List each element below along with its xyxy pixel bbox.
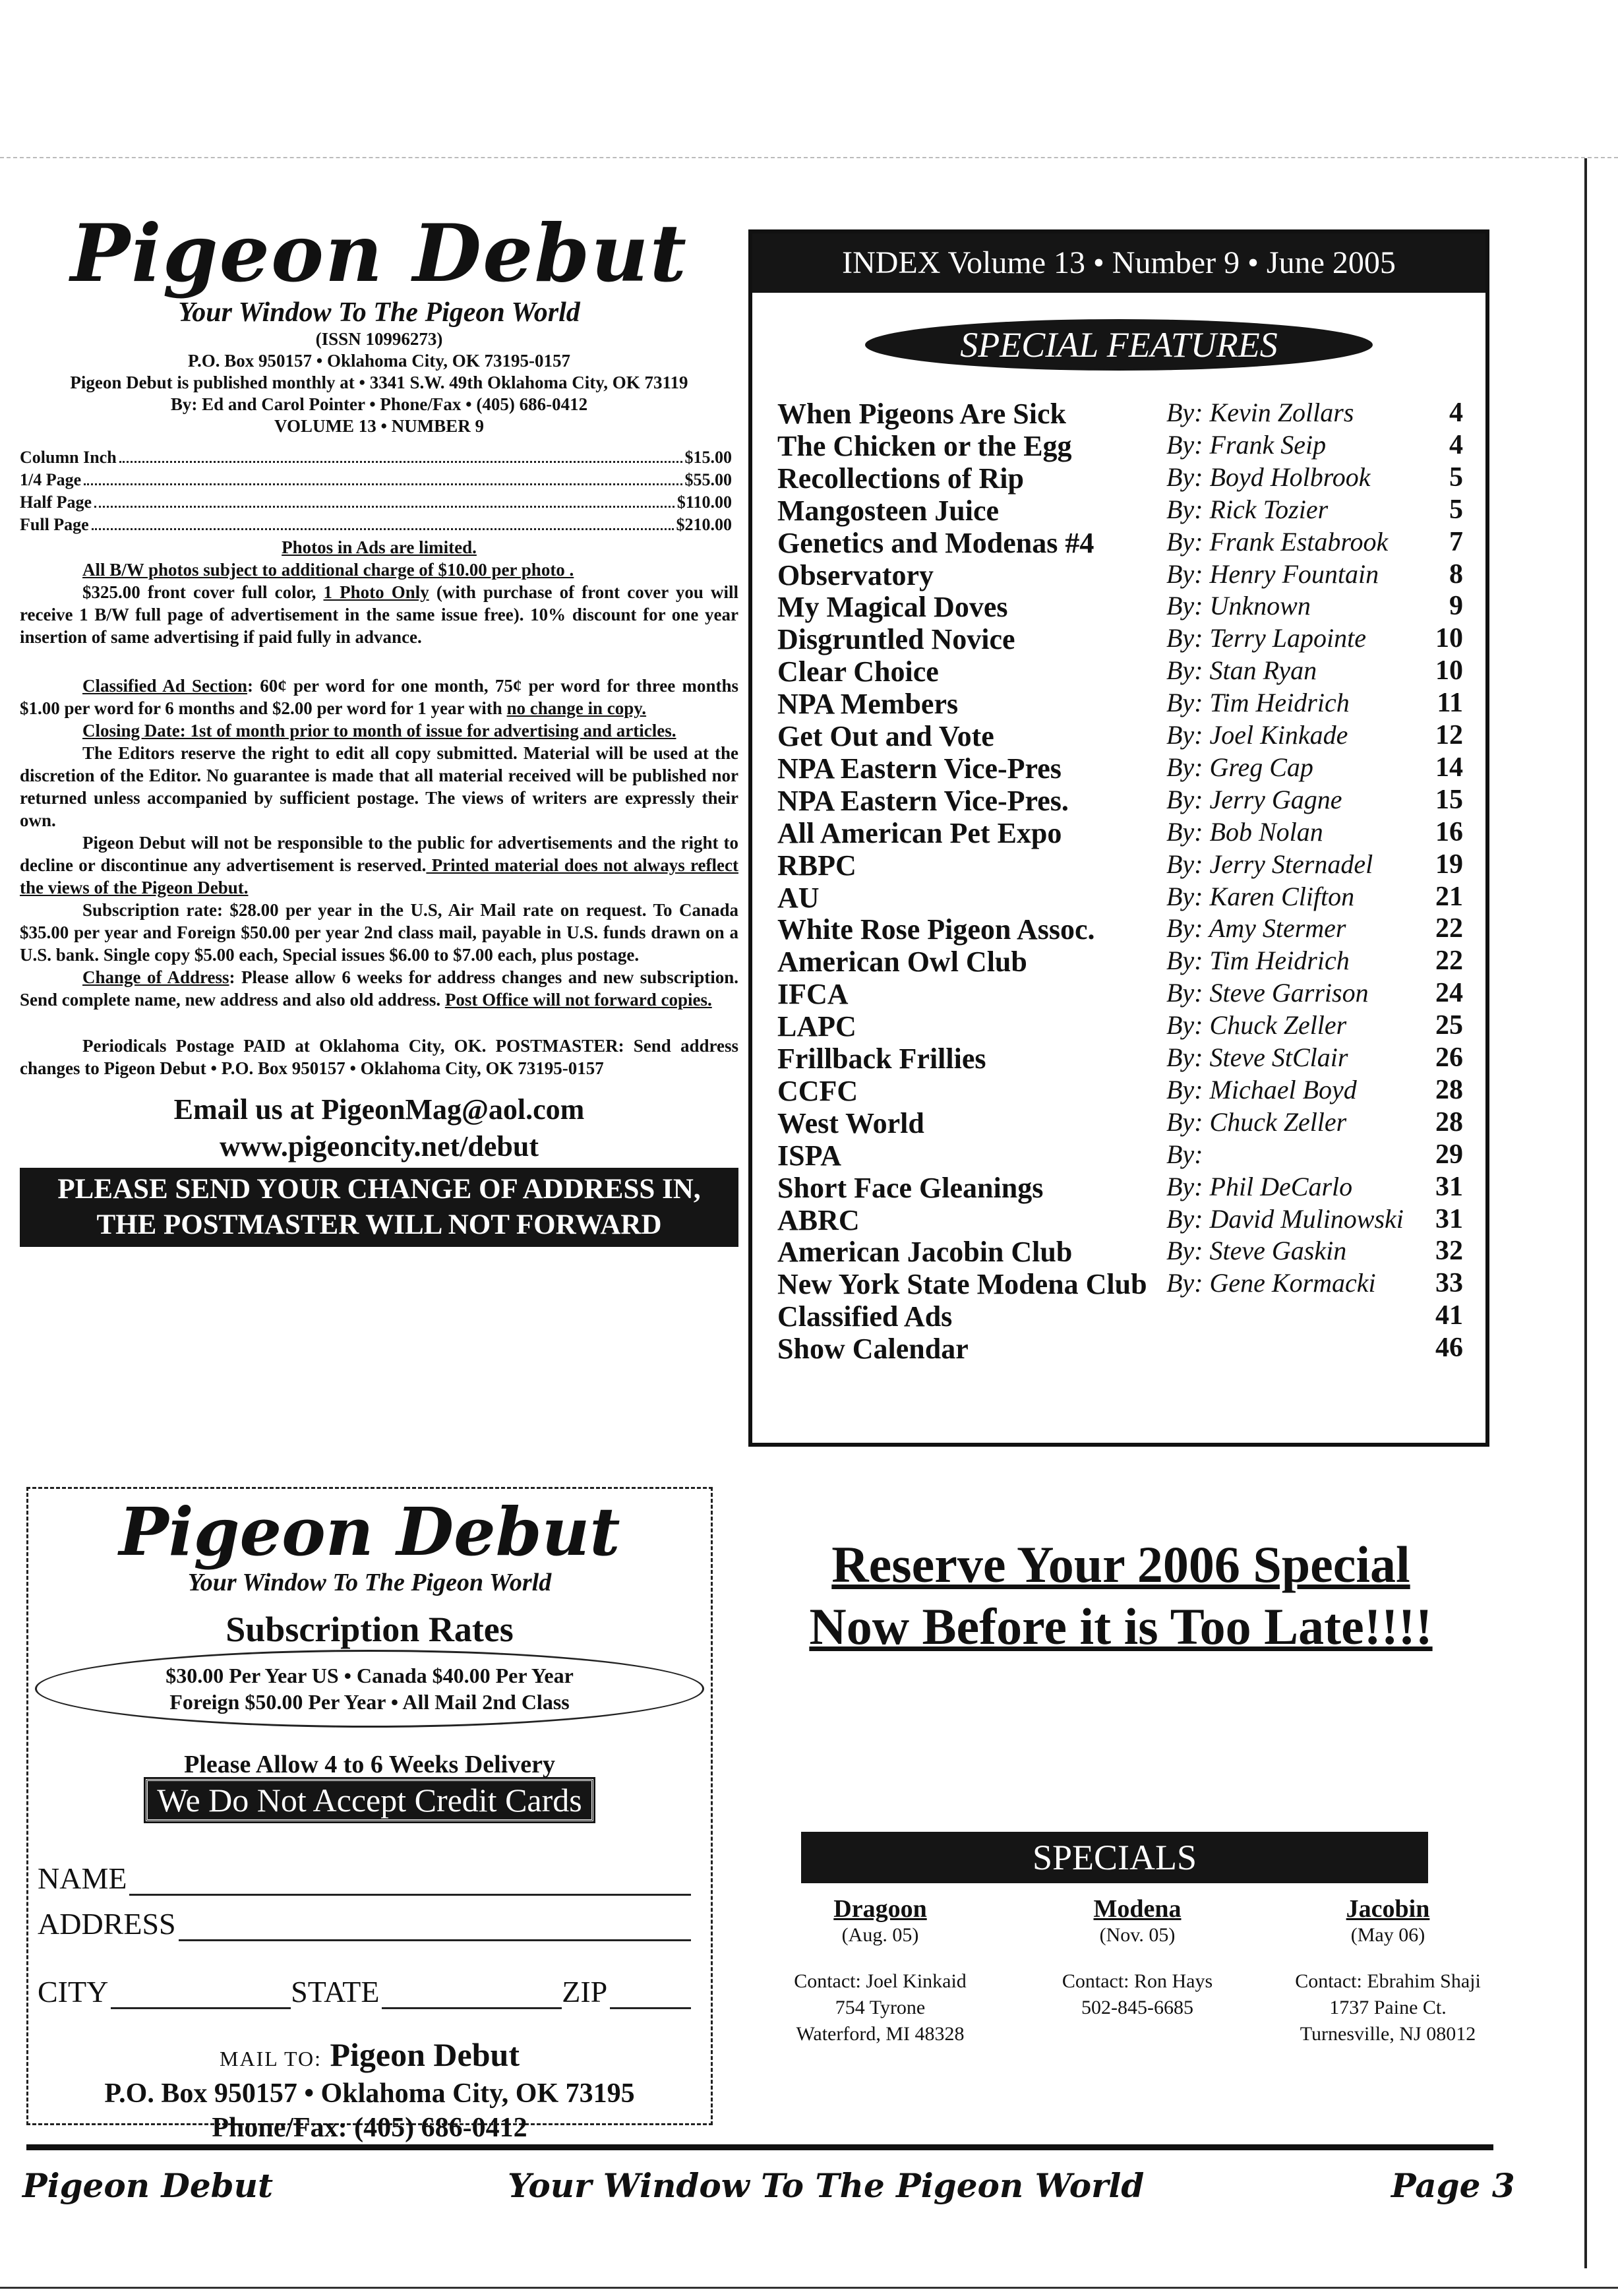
rate-label: 1/4 Page	[20, 470, 82, 489]
ad-rates-table	[20, 446, 732, 536]
index-entry-author: By: Karen Clifton	[1166, 881, 1355, 911]
index-entry-title: Show Calendar	[777, 1333, 969, 1366]
publication-info: Pigeon Debut is published monthly at • 3341 S.W. 49th Oklahoma City, OK 73119	[70, 373, 688, 392]
index-entry-author: By: Stan Ryan	[1166, 655, 1317, 686]
index-entry-title: All American Pet Expo	[777, 816, 1062, 849]
cover-text-2: (with purchase of front cover you will receive 1 B/W full page of advertisement in the same issue free). 10% discount for one year insertion of same advertising if paid fully in advance.	[20, 582, 738, 647]
index-entry	[777, 397, 1463, 429]
special-contact: Contact: Ebrahim Shaji	[1295, 1970, 1481, 1992]
index-entry-page: 46	[1435, 1333, 1463, 1364]
index-entry-title: Observatory	[777, 559, 934, 591]
reserve-line-2: Now Before it is Too Late!!!!	[809, 1598, 1433, 1655]
index-entry	[777, 945, 1463, 977]
index-entry-author: By:	[1166, 1139, 1203, 1169]
index-entry-author: By: Jerry Sternadel	[1166, 849, 1373, 879]
city-state-zip-field[interactable]	[38, 1974, 691, 2009]
special-contact: Contact: Joel Kinkaid	[794, 1970, 967, 1992]
volume-line: VOLUME 13 • NUMBER 9	[274, 416, 484, 436]
change-text: : Please allow 6 weeks for address changes and new subscription. Send complete name, new address and also old address.	[20, 967, 738, 1010]
index-entry-title: West World	[777, 1106, 924, 1139]
form-tagline: Your Window To The Pigeon World	[187, 1569, 552, 1596]
index-entry	[777, 1106, 1463, 1139]
index-entry	[777, 1235, 1463, 1267]
subscription-rate-note: Subscription rate: $28.00 per year in the U.S, Air Mail rate on request. To Canada $35.00 per year and Foreign $50.00 per year 2nd class mail, payable in U.S. funds drawn on a U.S. bank. Single copy $5.00 each, Special issues $6.00 to $7.00 each, plus postage.	[20, 900, 738, 965]
index-entry-page: 31	[1435, 1203, 1463, 1234]
change-label: Change of Address	[82, 967, 229, 987]
no-credit-wrap	[28, 1779, 711, 1821]
index-entry	[777, 913, 1463, 945]
index-entry-page: 11	[1437, 688, 1463, 719]
index-entry	[777, 1267, 1463, 1300]
index-entry-title: Recollections of Rip	[777, 462, 1024, 495]
special-name: Dragoon	[833, 1895, 927, 1923]
index-entry-title: Genetics and Modenas #4	[777, 526, 1094, 559]
index-header: INDEX Volume 13 • Number 9 • June 2005	[752, 233, 1485, 293]
rates-line-2: Foreign $50.00 Per Year • All Mail 2nd Class	[169, 1690, 570, 1714]
index-entry	[777, 977, 1463, 1010]
state-label: STATE	[291, 1975, 380, 2009]
editors-note: The Editors reserve the right to edit all copy submitted. Material will be used at the discretion of the Editor. No guarantee is made that all material received will be published nor returned unless accompanied by sufficient postage. The views of writers are expressly their own.	[20, 743, 738, 830]
index-entry-page: 21	[1435, 881, 1463, 912]
delivery-note: Please Allow 4 to 6 Weeks Delivery	[184, 1751, 555, 1778]
periodicals-note: Periodicals Postage PAID at Oklahoma City, OK. POSTMASTER: Send address changes to Pigeon Debut • P.O. Box 950157 • Oklahoma City, OK 73195-0157	[20, 1036, 738, 1078]
leader-dots	[119, 446, 682, 463]
leader-dots	[94, 491, 674, 508]
index-entry-author: By: Michael Boyd	[1166, 1074, 1357, 1104]
masthead-logo: Pigeon Debut	[70, 207, 688, 300]
index-entry-title: NPA Eastern Vice-Pres.	[777, 784, 1069, 817]
special-address-1: 502-845-6685	[1081, 1997, 1193, 2018]
index-entry-author: By: Frank Estabrook	[1166, 526, 1389, 557]
photo-charge-note: All B/W photos subject to additional charge of $10.00 per photo .	[82, 560, 574, 580]
index-entry	[777, 1074, 1463, 1106]
leader-dots	[84, 469, 682, 485]
footer-page-number: Page 3	[1391, 2166, 1515, 2205]
reserve-line-1: Reserve Your 2006 Special	[831, 1536, 1410, 1593]
special-date: (May 06)	[1350, 1924, 1425, 1946]
footer-publication-name: Pigeon Debut	[22, 2166, 274, 2205]
index-entry-author: By: Greg Cap	[1166, 752, 1313, 782]
closing-date: Closing Date: 1st of month prior to month of issue for advertising and articles.	[82, 721, 676, 740]
index-entry	[777, 752, 1463, 784]
footer-tagline: Your Window To The Pigeon World	[508, 2166, 1145, 2205]
name-label: NAME	[38, 1861, 127, 1895]
index-entry-author: By: Amy Stermer	[1166, 913, 1346, 944]
index-entry-page: 26	[1435, 1042, 1463, 1073]
index-entry	[777, 526, 1463, 559]
ad-rate-row	[20, 514, 732, 536]
form-logo: Pigeon Debut	[119, 1493, 620, 1571]
index-entry-page: 33	[1435, 1268, 1463, 1299]
rates-line-1: $30.00 Per Year US • Canada $40.00 Per Year	[165, 1664, 574, 1687]
city-label: CITY	[38, 1975, 109, 2009]
index-entry-page: 24	[1435, 978, 1463, 1009]
index-entry	[777, 1042, 1463, 1074]
cover-emphasis: 1 Photo Only	[323, 582, 429, 602]
index-entry-title: Classified Ads	[777, 1300, 953, 1333]
index-entry-page: 22	[1435, 913, 1463, 944]
index-box	[748, 229, 1489, 1447]
address-label: ADDRESS	[38, 1907, 176, 1941]
index-entry-title: IFCA	[777, 978, 849, 1011]
index-entry-title: New York State Modena Club	[777, 1268, 1147, 1301]
form-phone: Phone/Fax: (405) 686-0412	[212, 2113, 527, 2143]
form-address: P.O. Box 950157 • Oklahoma City, OK 73195	[104, 2078, 635, 2109]
index-entry-title: American Owl Club	[777, 946, 1027, 979]
ad-rate-row	[20, 446, 732, 469]
index-entry-page: 19	[1435, 849, 1463, 880]
index-entry-author: By: Tim Heidrich	[1166, 688, 1350, 718]
index-entry-title: LAPC	[777, 1010, 856, 1043]
index-entry-title: Mangosteen Juice	[777, 494, 1000, 527]
index-entry-title: RBPC	[777, 849, 856, 882]
ad-rate-row	[20, 491, 732, 514]
special-name: Jacobin	[1346, 1895, 1430, 1923]
index-entry	[777, 719, 1463, 752]
index-entry-author: By: Unknown	[1166, 591, 1311, 621]
special-item-modena	[1019, 1896, 1256, 2021]
website-line: www.pigeoncity.net/debut	[219, 1130, 539, 1163]
index-entry-title: NPA Members	[777, 688, 959, 721]
rate-price: $210.00	[676, 515, 732, 534]
responsibility-text: Pigeon Debut will not be responsible to the public for advertisements and the right to decline or discontinue any advertisement is reserved.	[20, 833, 738, 875]
index-entry-page: 5	[1449, 494, 1463, 525]
cover-text: $325.00 front cover full color,	[82, 582, 324, 602]
index-entry-author: By: Chuck Zeller	[1166, 1106, 1347, 1137]
index-entry-author: By: Chuck Zeller	[1166, 1010, 1347, 1041]
banner-line-1: PLEASE SEND YOUR CHANGE OF ADDRESS IN,	[57, 1174, 701, 1205]
mail-to-line	[28, 2036, 711, 2074]
index-entry-page: 5	[1449, 462, 1463, 493]
special-address-1: 754 Tyrone	[835, 1997, 926, 2018]
index-entry	[777, 1171, 1463, 1203]
classified-emphasis: no change in copy.	[506, 698, 647, 718]
change-address-banner	[20, 1168, 738, 1247]
index-entry-page: 22	[1435, 946, 1463, 977]
index-entry-author: By: Jerry Gagne	[1166, 784, 1342, 814]
masthead-column	[20, 207, 738, 1247]
index-entry-title: NPA Eastern Vice-Pres	[777, 752, 1062, 785]
ad-rate-row	[20, 469, 732, 491]
index-entry-page: 4	[1449, 429, 1463, 460]
index-entry-title: White Rose Pigeon Assoc.	[777, 913, 1095, 946]
rate-price: $55.00	[684, 470, 732, 489]
index-entry-author: By: Steve Gaskin	[1166, 1236, 1347, 1266]
index-entry-page: 14	[1435, 752, 1463, 783]
rates-oval	[35, 1650, 704, 1728]
special-address-2: Turnesville, NJ 08012	[1300, 2023, 1476, 2045]
index-entry	[777, 622, 1463, 655]
bottom-rule	[0, 2287, 1618, 2289]
index-entry	[777, 1332, 1463, 1364]
name-field[interactable]	[38, 1861, 691, 1896]
index-entry-author: By: Kevin Zollars	[1166, 398, 1354, 427]
index-entry-page: 28	[1435, 1106, 1463, 1137]
index-entry	[777, 590, 1463, 622]
photos-limited-note: Photos in Ads are limited.	[282, 537, 477, 557]
index-entry	[777, 687, 1463, 719]
address-input-line[interactable]	[179, 1913, 691, 1941]
specials-header: SPECIALS	[801, 1832, 1428, 1883]
index-entry-author: By: Henry Fountain	[1166, 559, 1379, 589]
special-date: (Nov. 05)	[1099, 1924, 1176, 1946]
publisher-line: By: Ed and Carol Pointer • Phone/Fax • (405) 686-0412	[170, 394, 588, 414]
index-entry	[777, 1300, 1463, 1332]
index-entry-title: ISPA	[777, 1139, 841, 1172]
index-entry-title: My Magical Doves	[777, 591, 1008, 624]
responsibility-emphasis: Printed material does not always reflect the views of the Pigeon Debut.	[20, 855, 738, 897]
leader-dots	[92, 514, 674, 530]
index-entry-author: By: Boyd Holbrook	[1166, 462, 1371, 492]
rate-price: $15.00	[684, 448, 732, 467]
index-entry-title: American Jacobin Club	[777, 1236, 1073, 1269]
page-edge-line	[1584, 158, 1587, 2268]
po-box: P.O. Box 950157 • Oklahoma City, OK 73195-0157	[188, 351, 570, 371]
subscription-form	[26, 1487, 713, 2143]
special-features-heading: SPECIAL FEATURES	[865, 319, 1373, 371]
index-entry-title: ABRC	[777, 1203, 860, 1236]
change-of-address-note	[20, 966, 738, 1011]
masthead-tagline: Your Window To The Pigeon World	[178, 297, 580, 328]
index-entry-title: Clear Choice	[777, 655, 939, 688]
index-entry	[777, 559, 1463, 591]
rate-price: $110.00	[676, 493, 732, 512]
index-entry	[777, 655, 1463, 687]
footer-rule	[26, 2144, 1493, 2150]
city-input-line[interactable]	[111, 1981, 291, 2009]
index-entry-page: 4	[1449, 398, 1463, 428]
index-entry-author: By: Steve Garrison	[1166, 978, 1369, 1008]
index-entry-author: By: David Mulinowski	[1166, 1203, 1404, 1234]
index-entry-title: CCFC	[777, 1074, 858, 1107]
index-entry	[777, 494, 1463, 526]
index-entry-page: 10	[1435, 655, 1463, 686]
index-entry-author: By: Phil DeCarlo	[1166, 1171, 1353, 1201]
banner-line-2: THE POSTMASTER WILL NOT FORWARD	[96, 1209, 662, 1240]
index-entry-page: 7	[1449, 526, 1463, 557]
index-entry-page: 10	[1435, 623, 1463, 654]
change-emphasis: Post Office will not forward copies.	[444, 990, 712, 1010]
index-entry-page: 41	[1435, 1300, 1463, 1331]
index-entry-page: 32	[1435, 1236, 1463, 1267]
index-entry	[777, 462, 1463, 494]
index-entry-title: Frillback Frillies	[777, 1042, 986, 1075]
index-entry-page: 28	[1435, 1074, 1463, 1105]
index-entry-title: AU	[777, 881, 820, 914]
zip-input-line[interactable]	[610, 1981, 691, 2009]
index-entry-page: 31	[1435, 1171, 1463, 1202]
zip-label: ZIP	[562, 1975, 608, 2009]
special-date: (Aug. 05)	[841, 1924, 919, 1946]
rate-label: Column Inch	[20, 448, 117, 467]
name-input-line[interactable]	[129, 1867, 691, 1896]
index-entry-author: By: Gene Kormacki	[1166, 1268, 1376, 1298]
index-entry	[777, 1010, 1463, 1042]
no-credit-banner: We Do Not Accept Credit Cards	[146, 1779, 593, 1821]
index-entry	[777, 849, 1463, 881]
index-entry	[777, 784, 1463, 816]
index-entry-title: Disgruntled Novice	[777, 623, 1015, 656]
classified-text: : 60¢ per word for one month, 75¢ per word for three months $1.00 per word for 6 months and $2.00 per word for 1 year with	[20, 676, 738, 718]
index-entry	[777, 1203, 1463, 1236]
index-entry	[777, 1139, 1463, 1171]
index-entry-page: 29	[1435, 1139, 1463, 1170]
classified-label: Classified Ad Section	[82, 676, 247, 696]
special-item-dragoon	[762, 1896, 999, 2047]
rate-label: Full Page	[20, 515, 89, 534]
index-entry-page: 12	[1435, 720, 1463, 750]
index-entry-author: By: Frank Seip	[1166, 429, 1327, 460]
address-field[interactable]	[38, 1906, 691, 1941]
index-entry	[777, 881, 1463, 913]
index-entry-title: The Chicken or the Egg	[777, 429, 1072, 462]
classified-section	[20, 675, 738, 719]
top-divider	[0, 157, 1618, 160]
index-entry-page: 16	[1435, 816, 1463, 847]
index-entry-author: By: Rick Tozier	[1166, 494, 1329, 524]
rate-label: Half Page	[20, 493, 92, 512]
special-address-1: 1737 Paine Ct.	[1329, 1997, 1447, 2018]
index-entry	[777, 429, 1463, 462]
index-entry-title: Get Out and Vote	[777, 720, 994, 752]
index-entry-page: 9	[1449, 591, 1463, 622]
cover-pricing	[20, 581, 738, 648]
index-entry-author: By: Joel Kinkade	[1166, 720, 1348, 750]
form-title: Subscription Rates	[225, 1610, 514, 1649]
index-entry-author: By: Bob Nolan	[1166, 816, 1323, 847]
index-entry-page: 25	[1435, 1010, 1463, 1041]
special-item-jacobin	[1269, 1896, 1507, 2047]
mail-to-label: MAIL TO:	[220, 2047, 322, 2070]
special-contact: Contact: Ron Hays	[1062, 1970, 1213, 1992]
special-name: Modena	[1093, 1895, 1182, 1923]
reserve-notice	[758, 1535, 1483, 1656]
index-entry-author: By: Tim Heidrich	[1166, 946, 1350, 976]
mail-to-name: Pigeon Debut	[330, 2036, 520, 2073]
index-entry-author: By: Terry Lapointe	[1166, 623, 1366, 653]
special-address-2: Waterford, MI 48328	[796, 2023, 965, 2045]
issn: (ISSN 10996273)	[315, 329, 443, 349]
index-entry-page: 8	[1449, 559, 1463, 589]
index-entry-title: When Pigeons Are Sick	[777, 398, 1067, 430]
index-entry	[777, 816, 1463, 849]
responsibility-note	[20, 831, 738, 899]
email-line: Email us at PigeonMag@aol.com	[173, 1093, 585, 1126]
state-input-line[interactable]	[382, 1981, 562, 2009]
index-entry-author: By: Steve StClair	[1166, 1042, 1348, 1072]
index-entry-title: Short Face Gleanings	[777, 1171, 1044, 1204]
index-entry-page: 15	[1435, 784, 1463, 815]
